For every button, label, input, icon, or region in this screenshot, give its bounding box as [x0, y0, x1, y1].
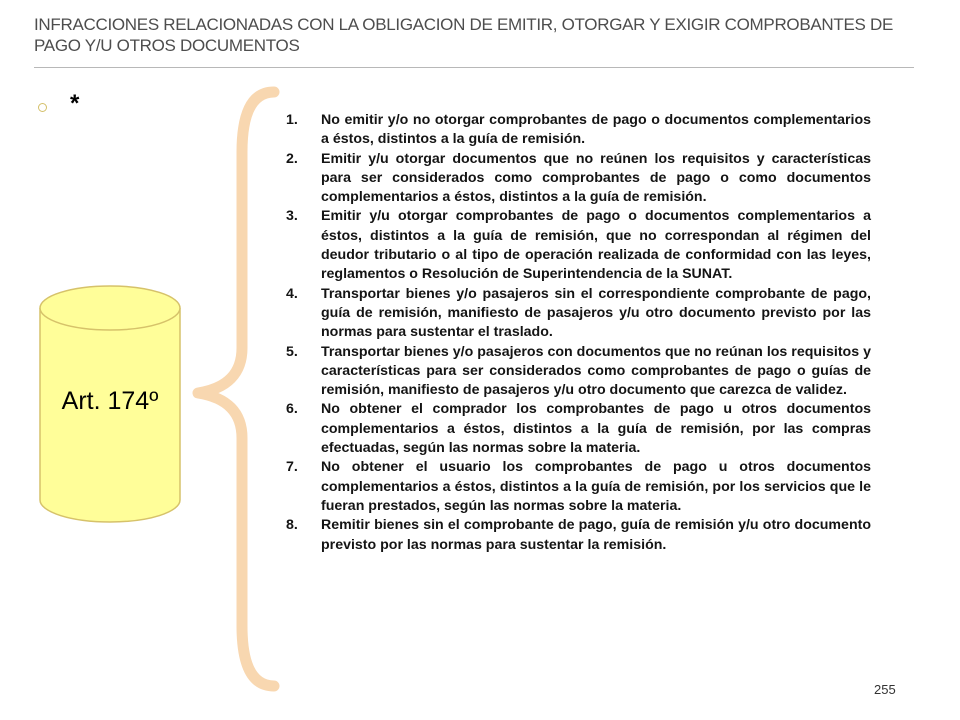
- list-item: [286, 400, 871, 458]
- infractions-list: [286, 111, 871, 555]
- page-number: 255: [874, 682, 896, 697]
- list-item: [286, 111, 871, 150]
- item-text: Transportar bienes y/o pasajeros sin el correspondiente comprobante de pago, guía de remisión, manifiesto de pasajeros y/u otro documento previsto por las normas para sustentar el traslado.: [321, 285, 871, 341]
- list-item: [286, 285, 871, 343]
- article-label: Art. 174º: [61, 387, 159, 415]
- list-item: [286, 150, 871, 208]
- item-number: 1.: [286, 112, 298, 128]
- item-number: 3.: [286, 208, 298, 225]
- bullet-text: *: [70, 90, 80, 117]
- list-item: [286, 516, 871, 555]
- title-divider: [34, 67, 914, 68]
- item-text: No obtener el comprador los comprobantes de pago u otros documentos complementarios a éstos, distintos a la guía de remisión, por las compras efectuadas, según las normas sobre la materia.: [321, 401, 871, 457]
- item-number: 2.: [286, 150, 298, 167]
- circle-bullet-icon: [38, 103, 47, 112]
- list-item: [286, 343, 871, 401]
- curly-brace-icon: [190, 86, 280, 696]
- item-text: No obtener el usuario los comprobantes de pago u otros documentos complementarios a éstos, distintos a la guía de remisión, por los servicios que le fueran prestados, según las normas sobre la materia.: [321, 459, 871, 514]
- item-number: 6.: [286, 401, 298, 418]
- item-number: 4.: [286, 285, 298, 302]
- item-number: 7.: [286, 459, 298, 476]
- item-text: No emitir y/o no otorgar comprobantes de pago o documentos complementarios a éstos, distintos a la guía de remisión.: [321, 112, 871, 148]
- list-item: [286, 207, 871, 284]
- item-text: Emitir y/u otorgar documentos que no reúnen los requisitos y características para ser considerados como comprobantes de pago o como documentos complementarios a éstos, distintos a la guía de remisión.: [321, 150, 871, 206]
- item-number: 8.: [286, 517, 298, 534]
- cylinder-top: [40, 286, 180, 330]
- list-item: [286, 458, 871, 516]
- article-cylinder: [38, 284, 182, 524]
- slide-title: INFRACCIONES RELACIONADAS CON LA OBLIGACION DE EMITIR, OTORGAR Y EXIGIR COMPROBANTES DE PAGO Y/U OTROS DOCUMENTOS: [34, 15, 894, 55]
- item-number: 5.: [286, 343, 298, 360]
- item-text: Emitir y/u otorgar comprobantes de pago o documentos complementarios a éstos, distintos a la guía de remisión, que no correspondan al régimen del deudor tributario o al tipo de operación realizada de conformidad con las leyes, reglamentos o Resolución de Superintendencia de la SUNAT.: [321, 208, 871, 283]
- item-text: Transportar bienes y/o pasajeros con documentos que no reúnan los requisitos y características para ser considerados como comprobantes de pago o guías de remisión, manifiesto de pasajeros y/u otro documento que carezca de validez.: [321, 343, 871, 399]
- item-text: Remitir bienes sin el comprobante de pago, guía de remisión y/u otro documento previsto por las normas para sustentar la remisión.: [321, 517, 871, 553]
